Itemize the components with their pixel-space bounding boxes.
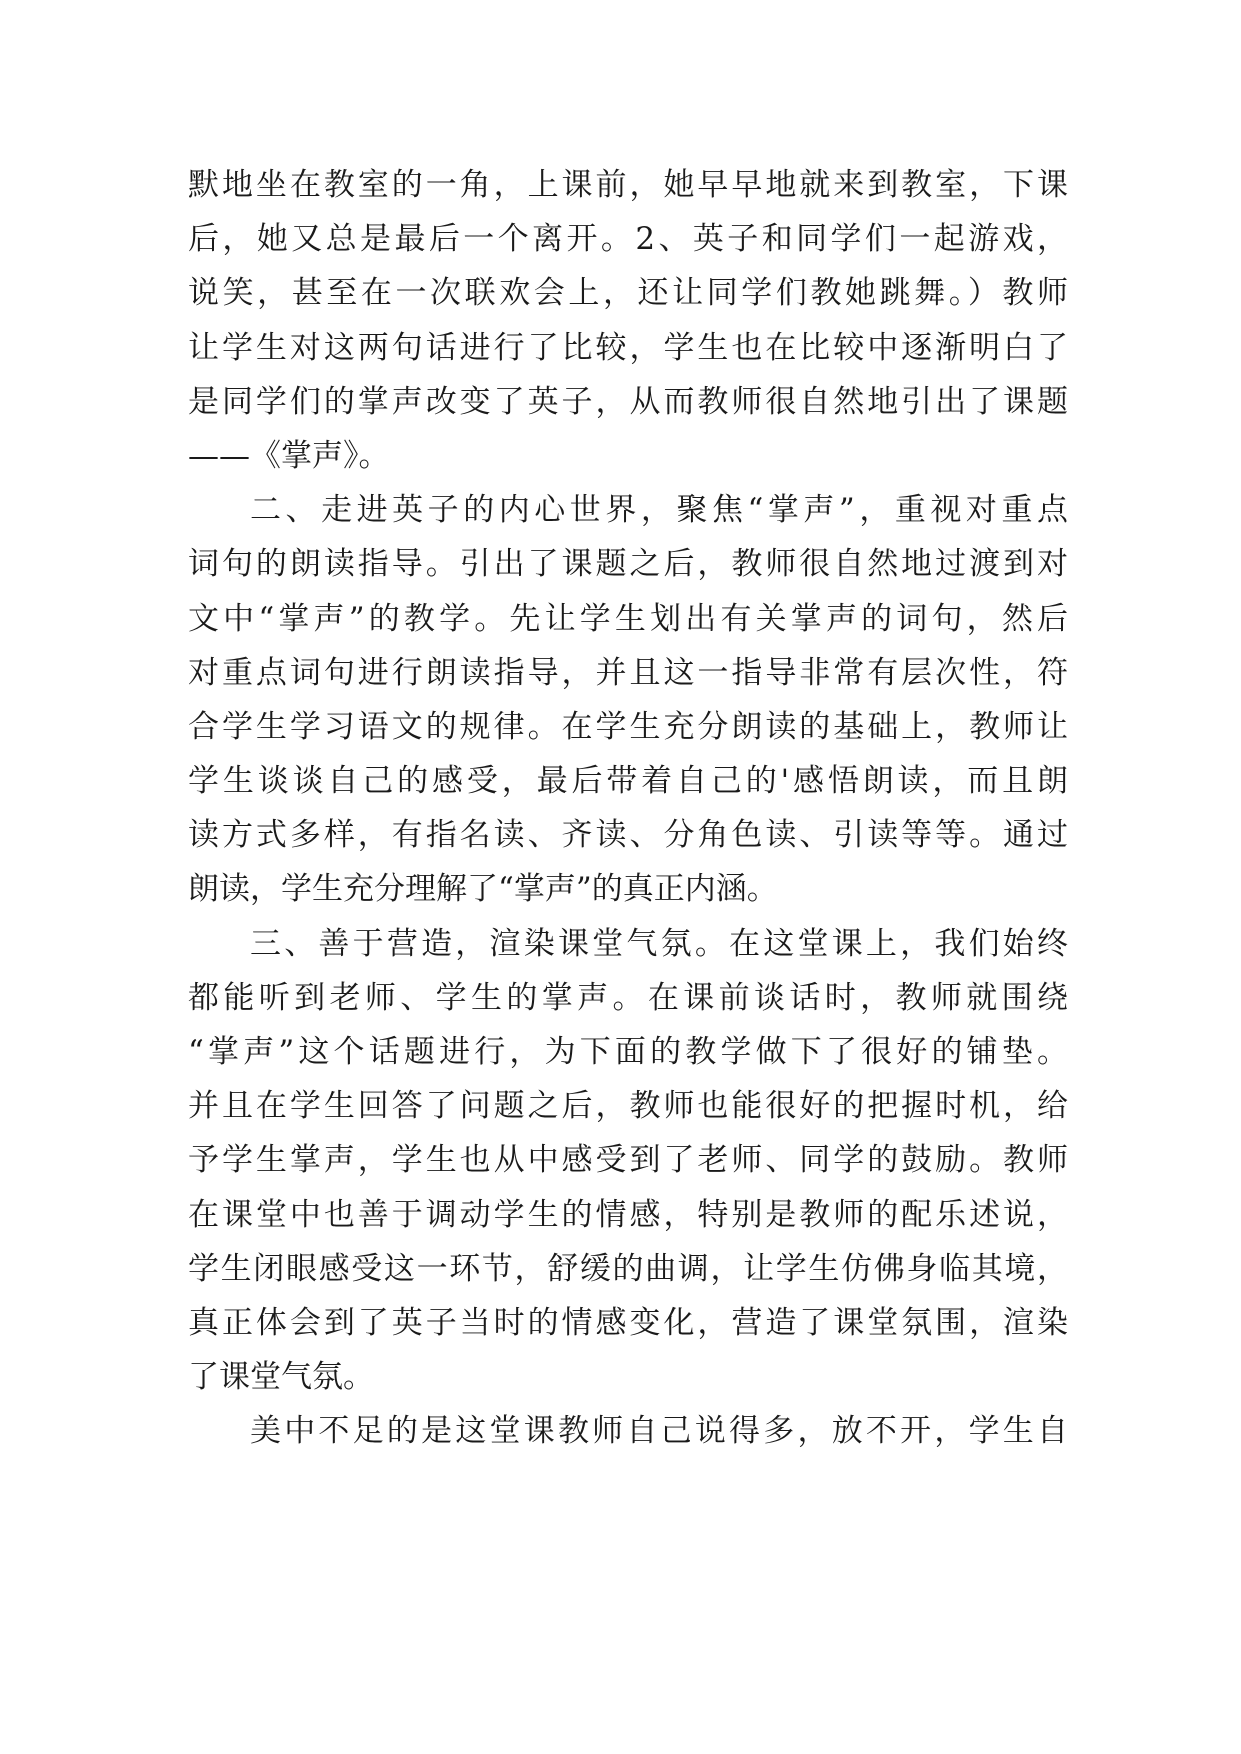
text-line: ——《掌声》。	[188, 437, 390, 474]
text-line: 真正体会到了英子当时的情感变化，营造了课堂氛围，渲染	[188, 1304, 1068, 1341]
text-line: 文中“掌声”的教学。先让学生划出有关掌声的词句，然后	[188, 600, 1068, 637]
body-text	[188, 158, 1068, 1459]
text-line: 予学生掌声，学生也从中感受到了老师、同学的鼓励。教师	[188, 1142, 1068, 1179]
text-line: 合学生学习语文的规律。在学生充分朗读的基础上，教师让	[188, 708, 1068, 745]
text-line: 学生谈谈自己的感受，最后带着自己的'感悟朗读，而且朗	[188, 763, 1068, 800]
text-line: 是同学们的掌声改变了英子，从而教师很自然地引出了课题	[188, 383, 1068, 420]
text-line: 后，她又总是最后一个离开。2、英子和同学们一起游戏，	[188, 221, 1068, 258]
text-line: “掌声”这个话题进行，为下面的教学做下了很好的铺垫。	[188, 1034, 1068, 1070]
text-line: 在课堂中也善于调动学生的情感，特别是教师的配乐述说，	[188, 1196, 1068, 1233]
text-line: 都能听到老师、学生的掌声。在课前谈话时，教师就围绕	[188, 979, 1068, 1016]
text-line: 说笑，甚至在一次联欢会上，还让同学们教她跳舞。）教师	[188, 275, 1068, 312]
text-line: 学生闭眼感受这一环节，舒缓的曲调，让学生仿佛身临其境，	[188, 1250, 1068, 1287]
paragraph-start-line: 三、善于营造，渲染课堂气氛。在这堂课上，我们始终	[250, 925, 1068, 962]
text-line: 对重点词句进行朗读指导，并且这一指导非常有层次性，符	[188, 654, 1068, 691]
text-line: 并且在学生回答了问题之后，教师也能很好的把握时机，给	[188, 1088, 1068, 1125]
text-line: 默地坐在教室的一角，上课前，她早早地就来到教室，下课	[188, 167, 1068, 203]
paragraph-start-line: 二、走进英子的内心世界，聚焦“掌声”，重视对重点	[250, 492, 1068, 529]
text-line: 朗读，学生充分理解了“掌声”的真正内涵。	[188, 871, 778, 908]
paragraph-start-line: 美中不足的是这堂课教师自己说得多，放不开，学生自	[250, 1413, 1068, 1450]
text-line: 了课堂气氛。	[188, 1359, 374, 1396]
text-line: 词句的朗读指导。引出了课题之后，教师很自然地过渡到对	[188, 546, 1068, 583]
text-line: 让学生对这两句话进行了比较，学生也在比较中逐渐明白了	[188, 329, 1068, 366]
text-line: 读方式多样，有指名读、齐读、分角色读、引读等等。通过	[188, 817, 1068, 854]
